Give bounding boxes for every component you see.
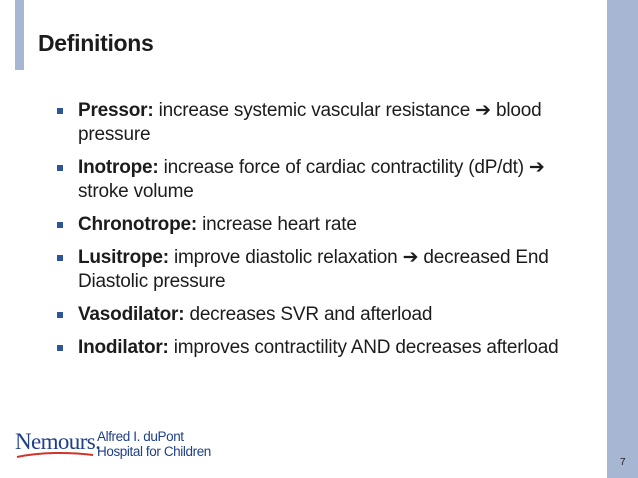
list-item-lusitrope xyxy=(56,246,596,294)
definition-text: improve diastolic relaxation ➔ decreased End Diastolic pressure xyxy=(78,247,549,292)
list-item-chronotrope xyxy=(56,213,596,237)
logo-hospital-line-2: Hospital for Children xyxy=(97,444,211,459)
page-number: 7 xyxy=(620,457,626,468)
definition-text: increase force of cardiac contractility (dP/dt) ➔ stroke volume xyxy=(78,157,545,202)
list-item-inotrope xyxy=(56,156,596,204)
logo-brand-name: Nemours. xyxy=(15,429,101,454)
definition-term: Inotrope: xyxy=(78,157,159,178)
definition-term: Vasodilator: xyxy=(78,304,185,325)
definition-text: increase systemic vascular resistance ➔ blood pressure xyxy=(78,100,542,145)
square-bullet-icon xyxy=(57,255,63,261)
slide-title: Definitions xyxy=(38,30,154,56)
definitions-list xyxy=(56,99,596,369)
definition-text: increase heart rate xyxy=(202,214,357,235)
definition-term: Pressor: xyxy=(78,100,154,121)
title-accent-bar xyxy=(15,0,24,70)
right-accent-band xyxy=(607,0,638,478)
nemours-logo xyxy=(15,427,225,461)
square-bullet-icon xyxy=(57,312,63,318)
square-bullet-icon xyxy=(57,345,63,351)
square-bullet-icon xyxy=(57,165,63,171)
logo-swoosh-icon xyxy=(15,451,95,459)
logo-hospital-line-1: Alfred I. duPont xyxy=(97,429,184,444)
square-bullet-icon xyxy=(57,108,63,114)
list-item-inodilator xyxy=(56,336,596,360)
definition-term: Lusitrope: xyxy=(78,247,169,268)
definition-term: Chronotrope: xyxy=(78,214,197,235)
definition-text: improves contractility AND decreases afterload xyxy=(173,337,559,358)
definition-term: Inodilator: xyxy=(78,337,169,358)
square-bullet-icon xyxy=(57,222,63,228)
definition-text: decreases SVR and afterload xyxy=(189,304,433,325)
list-item-pressor xyxy=(56,99,596,147)
list-item-vasodilator xyxy=(56,303,596,327)
logo-hospital-name xyxy=(97,429,211,459)
